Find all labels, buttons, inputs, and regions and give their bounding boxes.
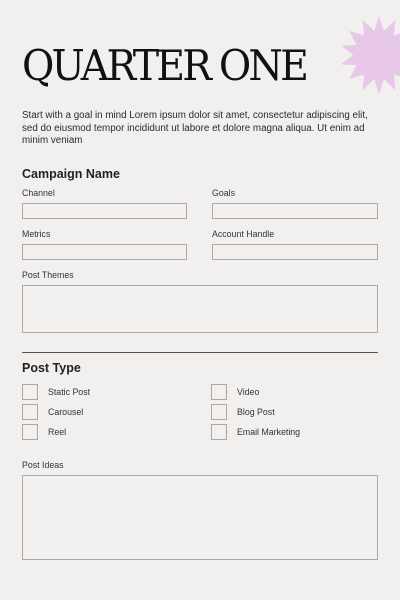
post-themes-label: Post Themes bbox=[22, 270, 74, 280]
post-themes-field[interactable] bbox=[22, 285, 378, 333]
video-label: Video bbox=[237, 387, 260, 397]
campaign-name-heading: Campaign Name bbox=[22, 167, 120, 181]
goals-label: Goals bbox=[212, 188, 235, 198]
blog-post-label: Blog Post bbox=[237, 407, 275, 417]
account-handle-label: Account Handle bbox=[212, 229, 275, 239]
starburst-icon bbox=[340, 16, 400, 94]
video-checkbox[interactable] bbox=[211, 384, 227, 400]
channel-label: Channel bbox=[22, 188, 55, 198]
email-marketing-checkbox[interactable] bbox=[211, 424, 227, 440]
metrics-field[interactable] bbox=[22, 244, 187, 260]
static-post-label: Static Post bbox=[48, 387, 91, 397]
post-ideas-field[interactable] bbox=[22, 475, 378, 560]
email-marketing-label: Email Marketing bbox=[237, 427, 301, 437]
metrics-label: Metrics bbox=[22, 229, 51, 239]
reel-checkbox[interactable] bbox=[22, 424, 38, 440]
section-divider bbox=[22, 352, 378, 353]
reel-label: Reel bbox=[48, 427, 67, 437]
blog-post-checkbox[interactable] bbox=[211, 404, 227, 420]
goals-field[interactable] bbox=[212, 203, 378, 219]
static-post-checkbox[interactable] bbox=[22, 384, 38, 400]
channel-field[interactable] bbox=[22, 203, 187, 219]
page-title: QUARTER ONE bbox=[22, 41, 307, 90]
carousel-label: Carousel bbox=[48, 407, 84, 417]
post-ideas-label: Post Ideas bbox=[22, 460, 64, 470]
carousel-checkbox[interactable] bbox=[22, 404, 38, 420]
account-handle-field[interactable] bbox=[212, 244, 378, 260]
intro-text: Start with a goal in mind Lorem ipsum dolor sit amet, consectetur adipiscing elit, sed do eiusmod tempor incididunt ut labore et dolore magna aliqua. Ut enim ad minim veniam bbox=[22, 110, 368, 146]
post-type-heading: Post Type bbox=[22, 361, 81, 375]
